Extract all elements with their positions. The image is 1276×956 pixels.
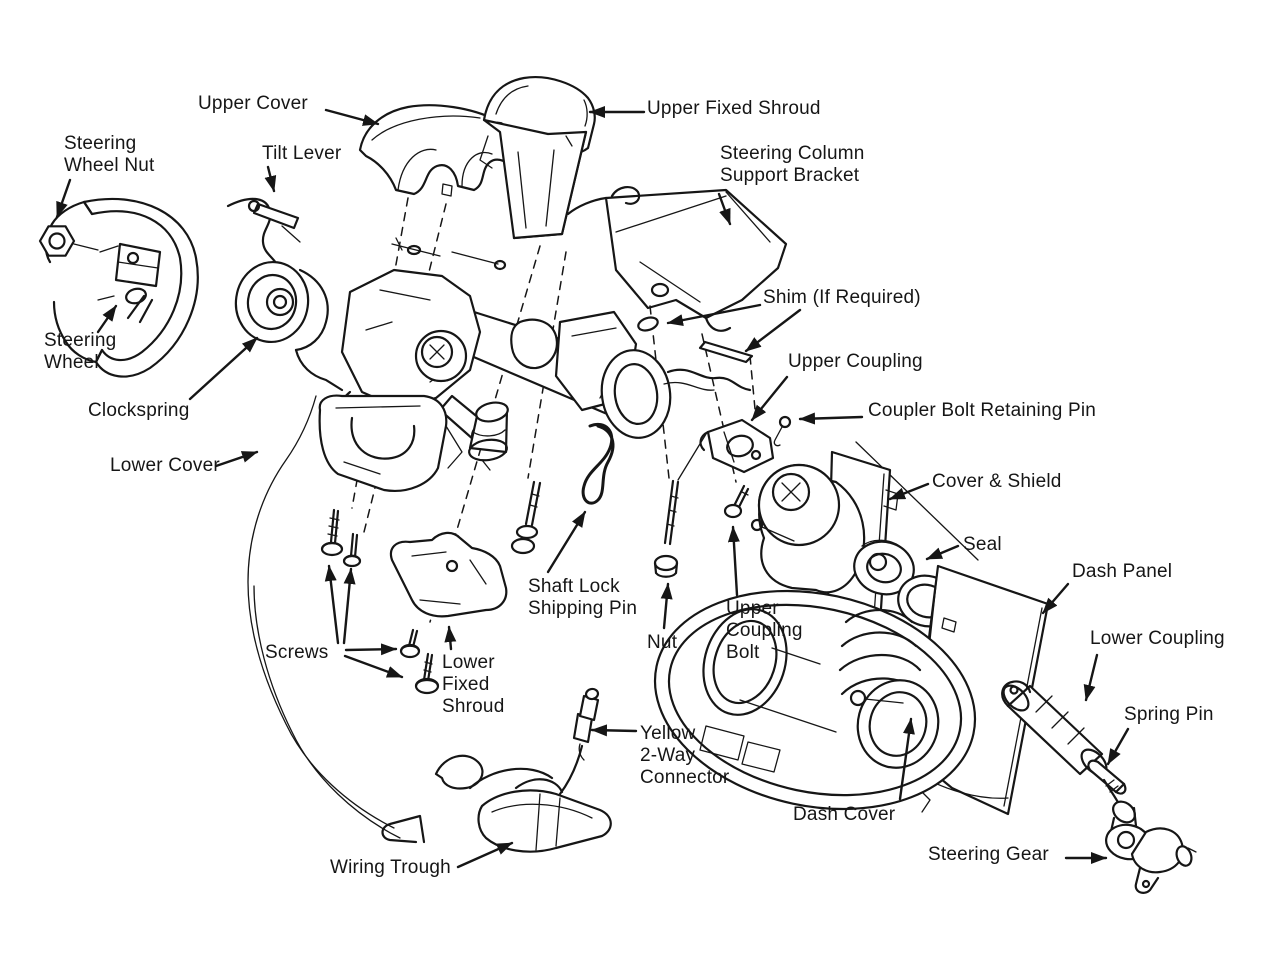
label-steering-column-support-bracket-line: Support Bracket [720,165,860,186]
label-coupler-bolt-retaining-pin-line: Coupler Bolt Retaining Pin [868,400,1097,421]
label-yellow-2-way-connector-line: Connector [640,767,730,788]
leader-arrow-cover-and-shield [890,484,928,499]
leader-arrow-steering-wheel [98,306,116,332]
steering-wheel-drawing [46,199,198,377]
label-steering-wheel-nut-line: Steering [64,133,137,154]
wiring-trough-drawing [383,746,611,852]
leader-arrow-seal [927,546,958,559]
label-yellow-2-way-connector-line: 2-Way [640,745,696,766]
label-dash-panel-line: Dash Panel [1072,561,1173,582]
label-steering-gear-line: Steering Gear [928,844,1049,865]
support-bracket-drawing [568,187,786,331]
label-lower-fixed-shroud-line: Lower [442,652,495,673]
label-steering-wheel-line: Wheel [44,352,99,373]
leader-arrow-yellow-2-way-connector [592,730,636,731]
label-steering-wheel-nut-line: Wheel Nut [64,155,155,176]
lower-fixed-shroud-drawing [391,533,506,616]
label-lower-fixed-shroud-line: Shroud [442,696,505,717]
label-upper-cover-line: Upper Cover [198,93,308,114]
label-steering-column-support-bracket-line: Steering Column [720,143,865,164]
label-spring-pin-line: Spring Pin [1124,704,1214,725]
leader-arrow-lower-fixed-shroud [449,627,451,649]
clockspring-drawing [228,199,342,390]
leader-arrow-shim [746,310,800,351]
leader-arrow-spring-pin [1108,729,1128,764]
lower-cover-drawing [320,396,462,491]
tilt-lever-drawing [249,201,300,242]
yellow-connector-drawing [574,688,599,760]
label-yellow-2-way-connector-line: Yellow [640,723,696,744]
leader-arrow-screws [345,656,402,677]
label-shaft-lock-shipping-pin-line: Shipping Pin [528,598,638,619]
leader-arrow-wiring-trough [458,843,512,867]
label-wiring-trough-line: Wiring Trough [330,857,451,878]
leader-arrow-screws [329,566,338,643]
label-tilt-lever-line: Tilt Lever [262,143,342,164]
leader-arrow-screws [344,569,351,643]
leader-arrow-clockspring [190,338,257,399]
leader-arrow-lower-cover [216,452,257,466]
label-clockspring-line: Clockspring [88,400,190,421]
label-seal-line: Seal [963,534,1002,555]
leader-arrow-upper-coupling-bolt [733,527,737,595]
leader-arrow-upper-cover [326,110,378,124]
label-upper-coupling-bolt-line: Bolt [726,642,760,663]
label-lower-cover-line: Lower Cover [110,455,220,476]
label-screws-line: Screws [265,642,329,663]
label-upper-coupling-bolt-line: Coupling [726,620,803,641]
label-upper-coupling-bolt-line: Upper [726,598,779,619]
label-cover-and-shield-line: Cover & Shield [932,471,1062,492]
label-lower-fixed-shroud-line: Fixed [442,674,490,695]
leader-arrow-coupler-bolt-retaining-pin [800,417,862,419]
label-shim-line: Shim (If Required) [763,287,921,308]
leader-arrow-screws [346,649,396,650]
label-lower-coupling-line: Lower Coupling [1090,628,1225,649]
leader-arrow-shaft-lock-shipping-pin [548,512,585,572]
shipping-pin-loop-drawing [583,424,613,503]
leader-arrow-dash-panel [1043,584,1068,613]
steering-gear-drawing [1103,780,1196,893]
leader-arrow-tilt-lever [268,167,274,191]
steering-wheel-nut-drawing [40,226,98,255]
leader-arrow-lower-coupling [1086,655,1097,700]
label-upper-fixed-shroud-line: Upper Fixed Shroud [647,98,821,119]
leader-arrow-upper-coupling [752,377,787,420]
leader-arrow-nut [664,584,668,628]
label-steering-wheel-line: Steering [44,330,117,351]
upper-coupling-drawing [701,420,773,472]
label-upper-coupling-line: Upper Coupling [788,351,923,372]
label-shaft-lock-shipping-pin-line: Shaft Lock [528,576,620,597]
label-dash-cover-line: Dash Cover [793,804,896,825]
ignition-cylinder-drawing [468,400,510,470]
label-nut-line: Nut [647,632,678,653]
